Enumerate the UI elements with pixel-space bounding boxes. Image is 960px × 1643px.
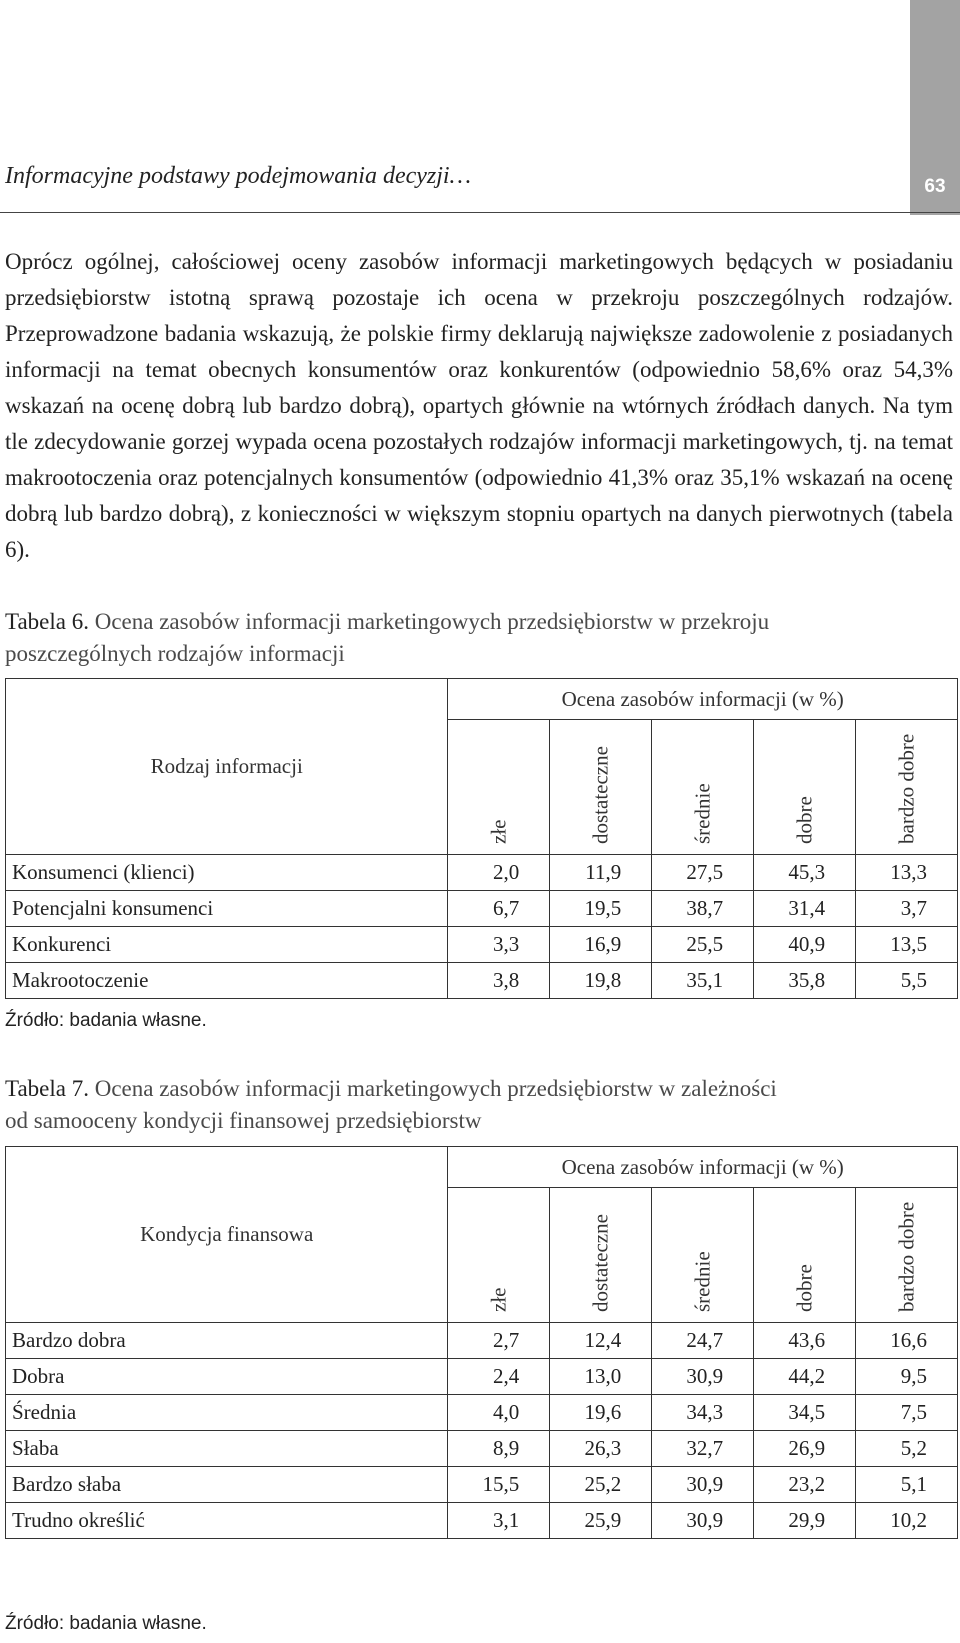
value-cell: 32,7	[652, 1431, 754, 1467]
table6-caption	[5, 606, 769, 670]
table7-col-header: bardzo dobre	[856, 1188, 958, 1323]
value-cell: 24,7	[652, 1323, 754, 1359]
table7-caption-label: Tabela 7.	[5, 1076, 89, 1101]
value-cell: 13,3	[856, 855, 958, 891]
table-row	[6, 927, 958, 963]
value-cell: 31,4	[754, 891, 856, 927]
table6-col-header: średnie	[652, 720, 754, 855]
table6-caption-line1: Ocena zasobów informacji marketingowych przedsiębiorstw w przekroju	[88, 609, 770, 634]
table7-source: Źródło: badania własne.	[5, 1613, 207, 1634]
table-row	[6, 1323, 958, 1359]
table7-group-header: Ocena zasobów informacji (w %)	[448, 1147, 958, 1188]
value-cell: 35,1	[652, 963, 754, 999]
table-row	[6, 1467, 958, 1503]
value-cell: 11,9	[550, 855, 652, 891]
table7-col-header: złe	[448, 1188, 550, 1323]
value-cell: 34,3	[652, 1395, 754, 1431]
value-cell: 19,6	[550, 1395, 652, 1431]
value-cell: 43,6	[754, 1323, 856, 1359]
value-cell: 27,5	[652, 855, 754, 891]
value-cell: 35,8	[754, 963, 856, 999]
table6-caption-label: Tabela 6.	[5, 609, 89, 634]
value-cell: 3,8	[448, 963, 550, 999]
value-cell: 23,2	[754, 1467, 856, 1503]
table6	[5, 678, 958, 999]
table-row	[6, 891, 958, 927]
table-row	[6, 855, 958, 891]
table7	[5, 1146, 958, 1539]
table6-col-header: dostateczne	[550, 720, 652, 855]
table7-col-header: dobre	[754, 1188, 856, 1323]
value-cell: 10,2	[856, 1503, 958, 1539]
header-rule	[0, 212, 960, 213]
table6-col-header: bardzo dobre	[856, 720, 958, 855]
value-cell: 15,5	[448, 1467, 550, 1503]
value-cell: 7,5	[856, 1395, 958, 1431]
table6-col-header: dobre	[754, 720, 856, 855]
value-cell: 44,2	[754, 1359, 856, 1395]
table-row	[6, 1359, 958, 1395]
value-cell: 2,7	[448, 1323, 550, 1359]
running-header: Informacyjne podstawy podejmowania decyzji…	[5, 163, 471, 189]
value-cell: 2,0	[448, 855, 550, 891]
row-label: Dobra	[6, 1359, 448, 1395]
value-cell: 8,9	[448, 1431, 550, 1467]
value-cell: 30,9	[652, 1503, 754, 1539]
table6-col-header: złe	[448, 720, 550, 855]
value-cell: 5,2	[856, 1431, 958, 1467]
value-cell: 19,5	[550, 891, 652, 927]
table-row	[6, 1503, 958, 1539]
table-row	[6, 1395, 958, 1431]
value-cell: 25,2	[550, 1467, 652, 1503]
value-cell: 19,8	[550, 963, 652, 999]
table7-row-header: Kondycja finansowa	[6, 1147, 448, 1323]
value-cell: 29,9	[754, 1503, 856, 1539]
body-paragraph: Oprócz ogólnej, całościowej oceny zasobów informacji marketingowych będących w posiadaniu przedsiębiorstw istotną sprawą pozostaje ich ocena w przekroju poszczególnych rodzajów. Przeprowadzone badania wskazują, że polskie firmy deklarują największe zadowolenie z posiadanych informacji na temat obecnych konsumentów oraz konkurentów (odpowiednio 58,6% oraz 54,3% wskazań na ocenę dobrą lub bardzo dobrą), opartych głównie na wtórnych źródłach danych. Na tym tle zdecydowanie gorzej wypada ocena pozostałych rodzajów informacji marketingowych, tj. na temat makrootoczenia oraz potencjalnych konsumentów (odpowiednio 41,3% oraz 35,1% wskazań na ocenę dobrą lub bardzo dobrą), z konieczności w większym stopniu opartych na danych pierwotnych (tabela 6).	[5, 249, 953, 562]
value-cell: 4,0	[448, 1395, 550, 1431]
table7-col-header: średnie	[652, 1188, 754, 1323]
value-cell: 9,5	[856, 1359, 958, 1395]
row-label: Słaba	[6, 1431, 448, 1467]
table6-group-header: Ocena zasobów informacji (w %)	[448, 679, 958, 720]
table6-row-header: Rodzaj informacji	[6, 679, 448, 855]
row-label: Trudno określić	[6, 1503, 448, 1539]
value-cell: 26,9	[754, 1431, 856, 1467]
table6-caption-line2: poszczególnych rodzajów informacji	[5, 641, 345, 666]
value-cell: 2,4	[448, 1359, 550, 1395]
value-cell: 30,9	[652, 1359, 754, 1395]
value-cell: 5,5	[856, 963, 958, 999]
value-cell: 16,9	[550, 927, 652, 963]
value-cell: 25,9	[550, 1503, 652, 1539]
row-label: Makrootoczenie	[6, 963, 448, 999]
row-label: Konsumenci (klienci)	[6, 855, 448, 891]
value-cell: 3,1	[448, 1503, 550, 1539]
table7-caption-line1: Ocena zasobów informacji marketingowych przedsiębiorstw w zależności	[88, 1076, 777, 1101]
value-cell: 25,5	[652, 927, 754, 963]
value-cell: 3,7	[856, 891, 958, 927]
table-row	[6, 963, 958, 999]
row-label: Średnia	[6, 1395, 448, 1431]
row-label: Bardzo dobra	[6, 1323, 448, 1359]
row-label: Bardzo słaba	[6, 1467, 448, 1503]
value-cell: 12,4	[550, 1323, 652, 1359]
value-cell: 26,3	[550, 1431, 652, 1467]
page-number: 63	[924, 176, 946, 197]
table6-source: Źródło: badania własne.	[5, 1010, 207, 1031]
value-cell: 38,7	[652, 891, 754, 927]
value-cell: 3,3	[448, 927, 550, 963]
value-cell: 6,7	[448, 891, 550, 927]
value-cell: 30,9	[652, 1467, 754, 1503]
row-label: Potencjalni konsumenci	[6, 891, 448, 927]
value-cell: 5,1	[856, 1467, 958, 1503]
table7-caption	[5, 1073, 777, 1137]
value-cell: 45,3	[754, 855, 856, 891]
value-cell: 13,0	[550, 1359, 652, 1395]
value-cell: 34,5	[754, 1395, 856, 1431]
table7-col-header: dostateczne	[550, 1188, 652, 1323]
table-row	[6, 1431, 958, 1467]
value-cell: 16,6	[856, 1323, 958, 1359]
row-label: Konkurenci	[6, 927, 448, 963]
value-cell: 13,5	[856, 927, 958, 963]
value-cell: 40,9	[754, 927, 856, 963]
table7-caption-line2: od samooceny kondycji finansowej przedsiębiorstw	[5, 1108, 482, 1133]
